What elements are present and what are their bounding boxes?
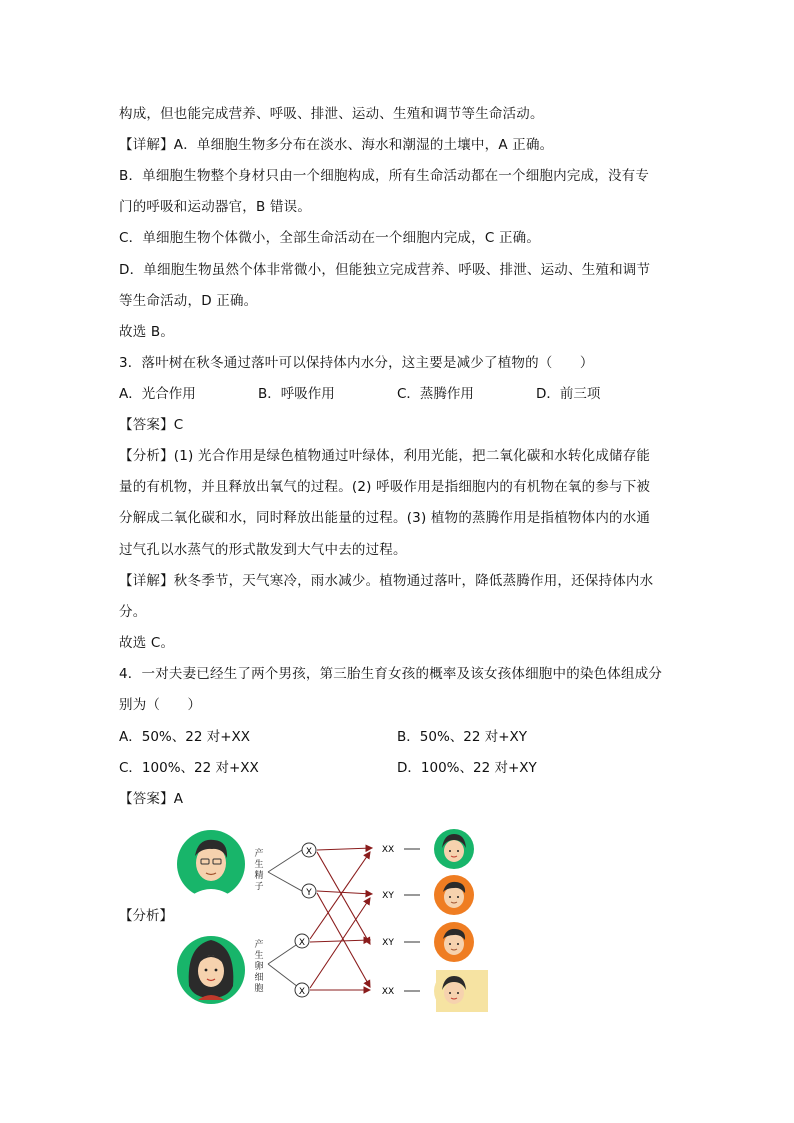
svg-text:X: X: [298, 938, 306, 948]
text-line: 分解成二氧化碳和水，同时释放出能量的过程。(3) 植物的蒸腾作用是指植物体内的水通: [119, 510, 651, 526]
text-line: 等生命活动，D 正确。: [119, 293, 258, 309]
text-line: 过气孔以水蒸气的形式散发到大气中去的过程。: [119, 542, 407, 558]
genotype-3: XY: [382, 938, 394, 948]
q3-option-d: D．前三项: [536, 386, 601, 402]
q4-option-b: B．50%、22 对+XY: [397, 729, 528, 745]
text-line: 构成，但也能完成营养、呼吸、排泄、运动、生殖和调节等生命活动。: [119, 106, 544, 122]
father-avatar: [177, 830, 245, 898]
svg-text:Y: Y: [306, 888, 312, 898]
sperm-y: [302, 884, 316, 898]
mother-label: 产生卵细胞: [254, 940, 264, 994]
sperm-x: [302, 843, 316, 857]
father-label: 产生精子: [254, 849, 264, 892]
text-line: 量的有机物，并且释放出氧气的过程。(2) 呼吸作用是指细胞内的有机物在氧的参与下被: [119, 479, 651, 495]
q3-option-b: B．呼吸作用: [258, 386, 335, 402]
q4-option-a: A．50%、22 对+XX: [119, 729, 251, 745]
q4-option-c: C．100%、22 对+XX: [119, 760, 259, 776]
svg-text:X: X: [298, 987, 306, 997]
q3-option-a: A．光合作用: [119, 386, 196, 402]
child-boy-1: [434, 875, 474, 915]
egg-x-1: [295, 934, 309, 948]
text-line: 分。: [119, 604, 147, 620]
child-girl-1: [434, 829, 474, 869]
q4-option-d: D．100%、22 对+XY: [397, 760, 537, 776]
text-line: 【详解】A．单细胞生物多分布在淡水、海水和潮湿的土壤中，A 正确。: [119, 137, 554, 153]
text-line: 别为（ ）: [119, 697, 202, 713]
genotype-4: XX: [381, 987, 395, 997]
q3-answer: 【答案】C: [119, 417, 184, 433]
genotype-2: XY: [382, 891, 394, 901]
mother-avatar: [177, 936, 245, 1004]
text-line: B．单细胞生物整个身材只由一个细胞构成，所有生命活动都在一个细胞内完成，没有专: [119, 168, 650, 184]
text-line: 【分析】(1) 光合作用是绿色植物通过叶绿体，利用光能，把二氧化碳和水转化成储存能: [119, 448, 651, 464]
text-line: C．单细胞生物个体微小，全部生命活动在一个细胞内完成，C 正确。: [119, 230, 541, 246]
child-boy-2: [434, 922, 474, 962]
inheritance-diagram: [176, 828, 496, 1018]
question-4: 4．一对夫妻已经生了两个男孩，第三胎生育女孩的概率及该女孩体细胞中的染色体组成分: [119, 666, 663, 682]
child-girl-2: [434, 970, 488, 1012]
question-3: 3．落叶树在秋冬通过落叶可以保持体内水分，这主要是减少了植物的（ ）: [119, 355, 594, 371]
svg-text:X: X: [305, 847, 313, 857]
text-line: 门的呼吸和运动器官，B 错误。: [119, 199, 312, 215]
analysis-label: 【分析】: [119, 908, 173, 924]
cross-arrows: [310, 848, 372, 990]
text-line: 【详解】秋冬季节，天气寒冷，雨水减少。植物通过落叶，降低蒸腾作用，还保持体内水: [119, 573, 654, 589]
genotype-1: XX: [381, 845, 395, 855]
q3-option-c: C．蒸腾作用: [397, 386, 474, 402]
text-line: 故选 B。: [119, 324, 175, 340]
q4-answer: 【答案】A: [119, 791, 184, 807]
text-line: 故选 C。: [119, 635, 175, 651]
text-line: D．单细胞生物虽然个体非常微小，但能独立完成营养、呼吸、排泄、运动、生殖和调节: [119, 262, 651, 278]
egg-x-2: [295, 983, 309, 997]
